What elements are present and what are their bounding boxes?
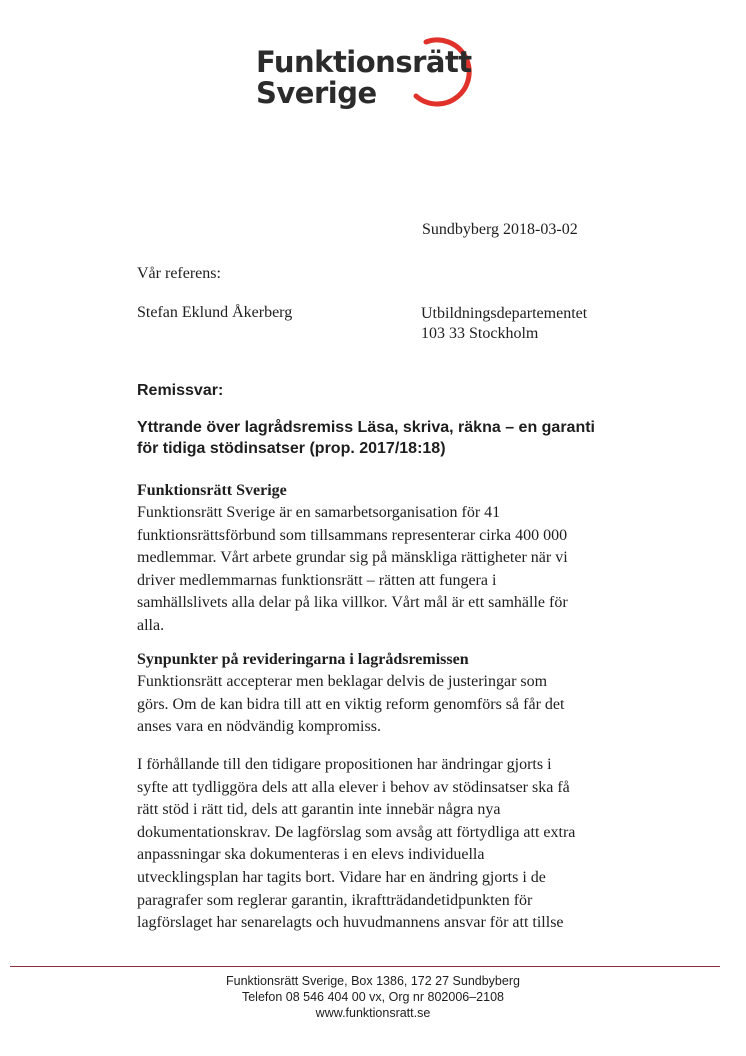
paragraph-line: paragrafer som reglerar garantin, ikraftträdandetidpunkten för [137,891,533,909]
paragraph-line: I förhållande till den tidigare propositionen har ändringar gjorts i [137,756,552,773]
section-about [137,480,617,638]
section-synpunkter [137,649,617,739]
paragraph-line: rätt stöd i rätt tid, dels att garantin inte innebär några nya [137,801,501,819]
subject-heading: Yttrande över lagrådsremiss Läsa, skriva, räkna – en garanti för tidiga stödinsatser (prop. 2017/18:18) [137,419,595,457]
logo-text-line2: Sverige [256,76,377,110]
paragraph-line: anses vara en nödvändig kompromiss. [137,718,381,736]
paragraph-line: Funktionsrätt accepterar men beklagar delvis de justeringar som [137,673,548,690]
paragraph-line: funktionsrättsförbund som tillsammans representerar cirka 400 000 [137,526,568,544]
paragraph-line: anpassningar ska dokumenteras i en elevs individuella [137,846,485,864]
footer-address: Funktionsrätt Sverige, Box 1386, 172 27 Sundbyberg [226,974,520,988]
paragraph-line: medlemmar. Vårt arbete grundar sig på mänskliga rättigheter när vi [137,549,568,567]
remissvar-label: Remissvar: [137,382,224,399]
paragraph-line: alla. [137,616,165,634]
section-heading: Synpunkter på revideringarna i lagrådsremissen [137,651,469,668]
paragraph-line: lagförslaget har senarelagts och huvudmannens ansvar för att tillse [137,914,564,932]
place-date: Sundbyberg 2018-03-02 [422,221,578,238]
paragraph-line: syfte att tydliggöra dels att alla elever i behov av stödinsatser ska få [137,778,570,796]
footer-divider [10,966,720,967]
logo-text-line1: Funktionsrätt [256,45,472,79]
paragraph-line: görs. Om de kan bidra till att en viktig reform genomförs så får det [137,695,565,713]
footer-contact: Telefon 08 546 404 00 vx, Org nr 802006–2108 [241,990,504,1004]
footer-website: www.funktionsratt.se [315,1006,431,1020]
paragraph-line: dokumentationskrav. De lagförslag som avsåg att förtydliga att extra [137,823,576,841]
section-paragraph [137,754,617,935]
section-heading: Funktionsrätt Sverige [137,482,287,499]
paragraph-line: Funktionsrätt Sverige är en samarbetsorganisation för 41 [137,504,501,521]
recipient-line: Utbildningsdepartementet [421,305,588,322]
paragraph-line: driver medlemmarnas funktionsrätt – rätten att fungera i [137,571,497,589]
organization-logo [256,28,496,118]
paragraph-line: utvecklingsplan har tagits bort. Vidare har en ändring gjorts i de [137,868,546,886]
footer [0,973,746,1021]
recipient-address [421,304,587,344]
recipient-line: 103 33 Stockholm [421,325,539,342]
reference-label: Vår referens: [137,265,221,282]
reference-name: Stefan Eklund Åkerberg [137,304,293,321]
paragraph-line: samhällslivets alla delar på lika villkor. Vårt mål är ett samhälle för [137,594,568,612]
